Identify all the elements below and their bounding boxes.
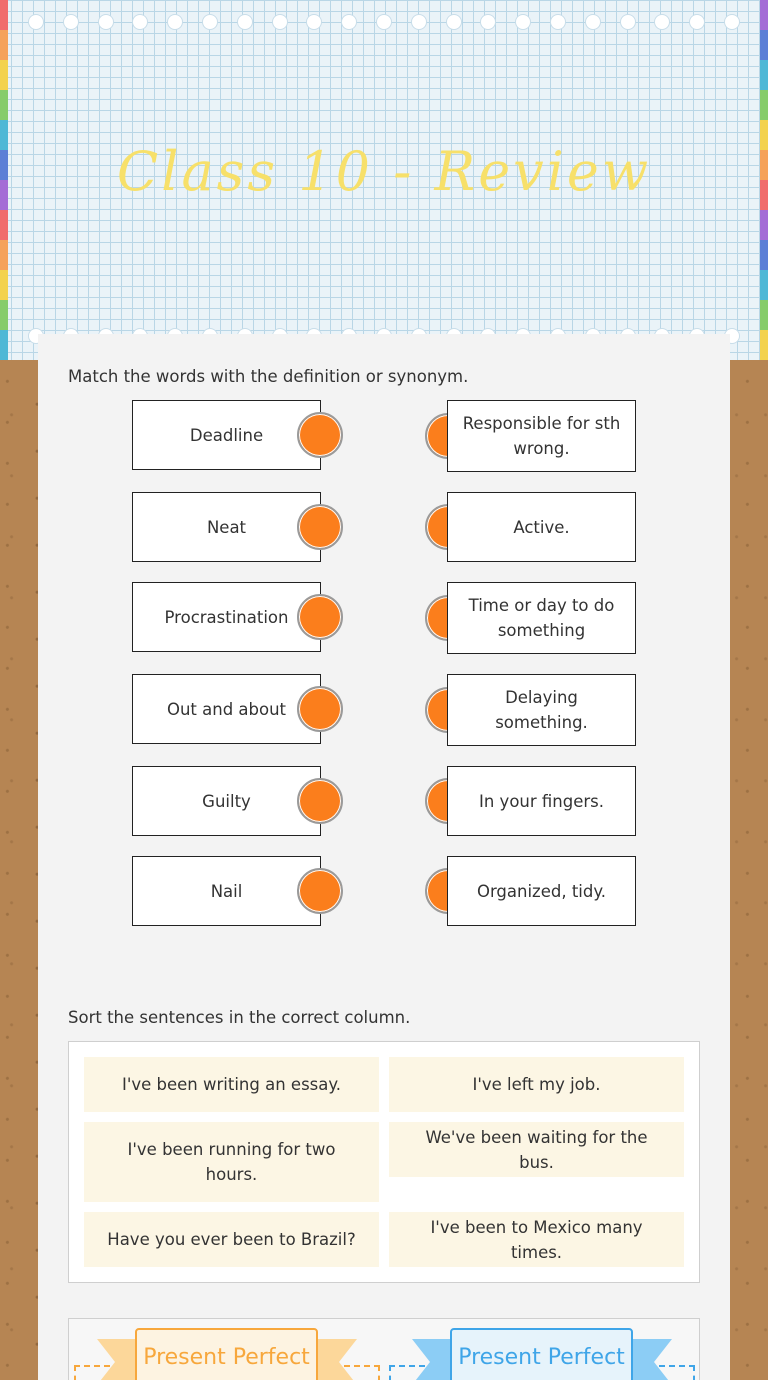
match-right-label: Time or day to do something: [468, 596, 615, 640]
sort-card-pool: [68, 1041, 700, 1283]
match-right-label: Responsible for sth wrong.: [462, 414, 621, 458]
match-dot-icon[interactable]: [297, 868, 343, 914]
sort-card[interactable]: We've been waiting for the bus.: [389, 1122, 684, 1177]
match-left-item[interactable]: [132, 766, 321, 836]
match-left-label: Neat: [206, 517, 247, 537]
column-header-1: [135, 1328, 318, 1380]
match-right-item[interactable]: [447, 492, 636, 562]
match-left-label: Out and about: [166, 699, 287, 719]
sort-card[interactable]: I've been writing an essay.: [84, 1057, 379, 1112]
match-right-item[interactable]: [447, 582, 636, 654]
match-left-item[interactable]: [132, 674, 321, 744]
sort-card[interactable]: I've been running for two hours.: [84, 1122, 379, 1202]
match-left-item[interactable]: [132, 492, 321, 562]
match-left-label: Nail: [210, 881, 243, 901]
page-title: Class 10 - Review: [116, 140, 652, 203]
worksheet: [38, 334, 730, 1380]
column-header-label: Present Perfect: [458, 1345, 625, 1370]
sort-card[interactable]: Have you ever been to Brazil?: [84, 1212, 379, 1267]
match-dot-icon[interactable]: [297, 778, 343, 824]
match-right-label: In your fingers.: [478, 791, 604, 811]
match-left-label: Deadline: [189, 425, 264, 445]
match-right-label: Organized, tidy.: [476, 881, 607, 901]
match-left-label: Guilty: [202, 791, 251, 811]
match-left-item[interactable]: [132, 400, 321, 470]
match-right-item[interactable]: [447, 856, 636, 926]
match-left-item[interactable]: [132, 582, 321, 652]
match-dot-icon[interactable]: [297, 686, 343, 732]
match-right-item[interactable]: [447, 674, 636, 746]
sort-card[interactable]: I've been to Mexico many times.: [389, 1212, 684, 1267]
sorting-instruction: Sort the sentences in the correct column.: [68, 1008, 411, 1027]
header-banner: [0, 0, 768, 360]
column-header-2: [450, 1328, 633, 1380]
column-header-label: Present Perfect: [143, 1345, 310, 1370]
binder-holes-top: [28, 14, 740, 32]
match-dot-icon[interactable]: [297, 504, 343, 550]
match-dot-icon[interactable]: [297, 594, 343, 640]
match-dot-icon[interactable]: [297, 412, 343, 458]
matching-instruction: Match the words with the definition or synonym.: [68, 367, 469, 386]
match-left-label: Procrastination: [164, 607, 289, 627]
match-right-item[interactable]: [447, 766, 636, 836]
match-right-label: Active.: [513, 517, 570, 537]
match-left-item[interactable]: [132, 856, 321, 926]
sort-columns: [68, 1318, 700, 1380]
match-right-item[interactable]: [447, 400, 636, 472]
match-right-label: Delaying something.: [495, 688, 588, 732]
sort-card[interactable]: I've left my job.: [389, 1057, 684, 1112]
